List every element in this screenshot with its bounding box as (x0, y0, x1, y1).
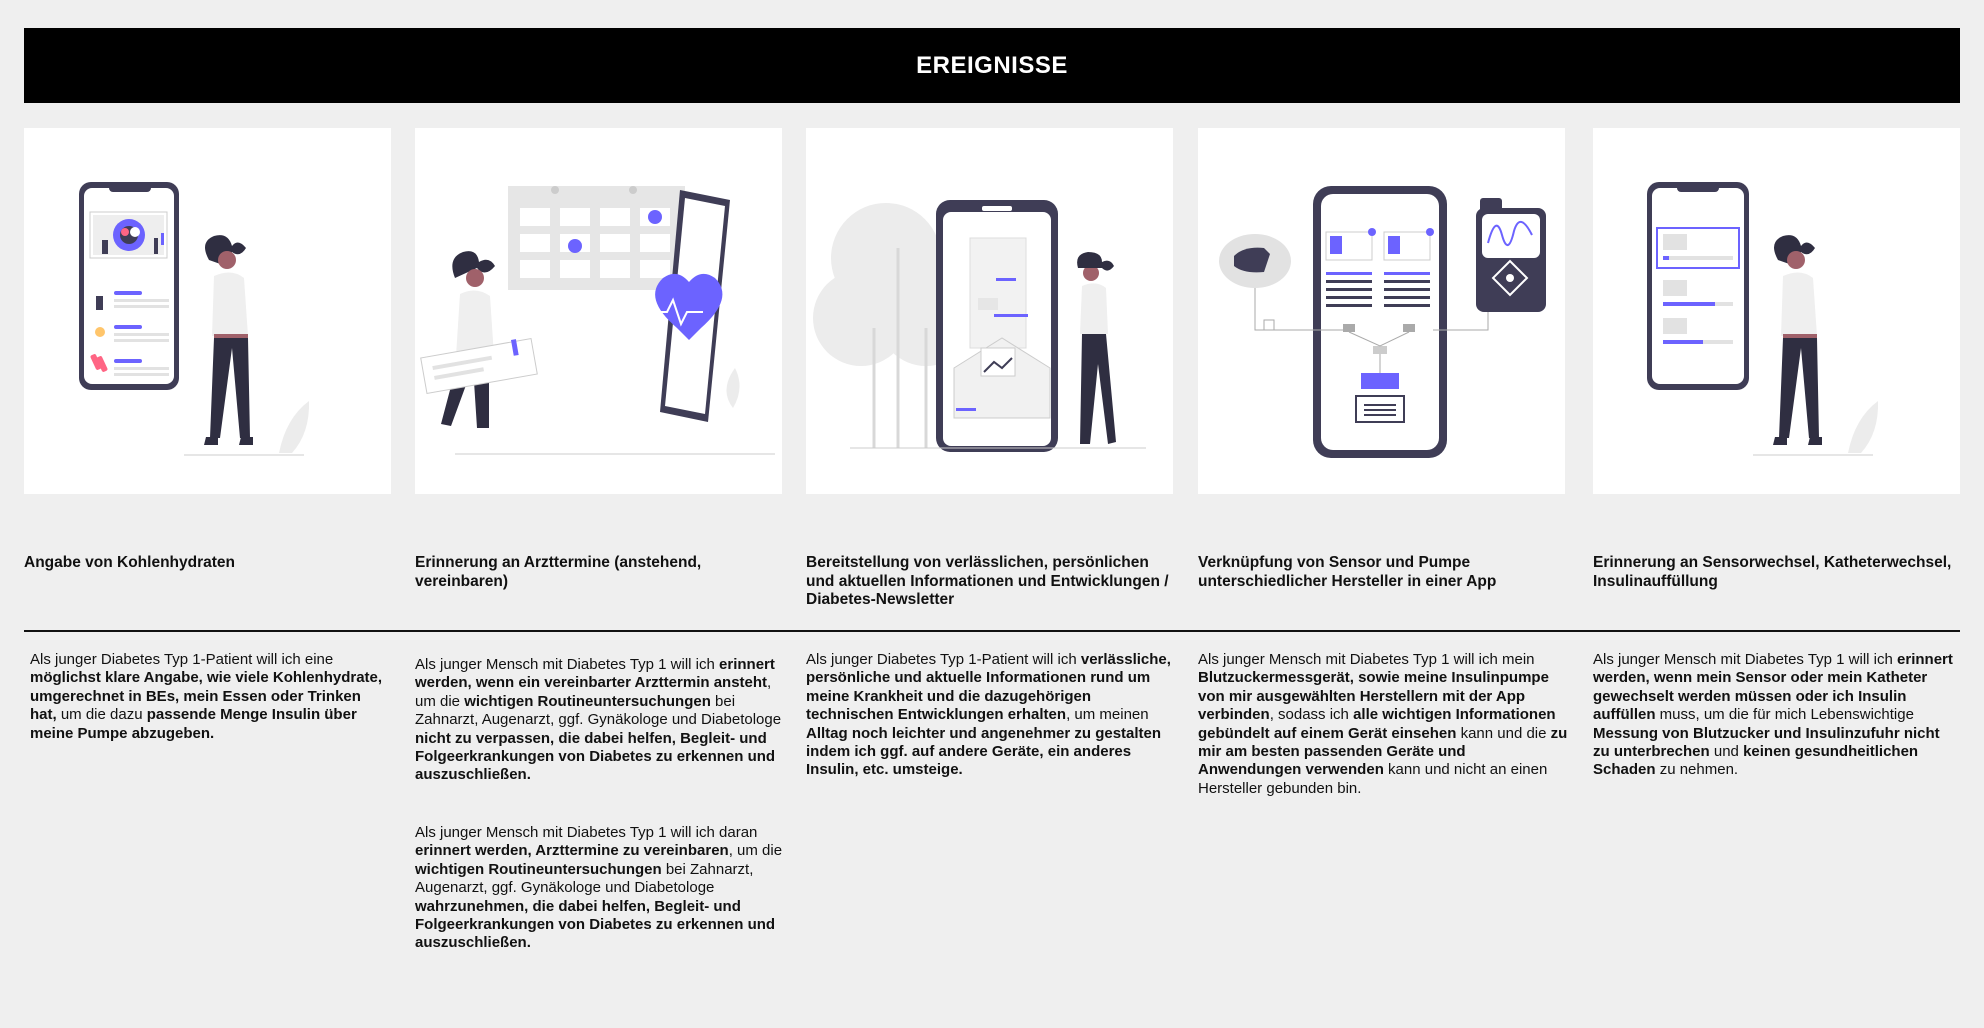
text-segment: Als junger Mensch mit Diabetes Typ 1 will ich (1593, 651, 1898, 668)
column-title-3: Bereitstellung von verlässlichen, persönlichen und aktuellen Informationen und Entwicklungen / Diabetes-Newsletter (806, 554, 1169, 608)
text-segment: um die dazu (56, 706, 147, 724)
header-bar (24, 28, 1960, 103)
bold-text-segment: wichtigen Routineuntersuchungen (415, 860, 662, 878)
section-divider (24, 630, 1960, 632)
column-description-4 (1198, 651, 1568, 798)
text-segment: bei Zahnarzt, Augenarzt, ggf. Gynäkologe und Diabetologe (415, 692, 782, 729)
illustration-card-2 (415, 128, 782, 494)
bold-text-segment: wichtigen Routineuntersuchungen (464, 692, 711, 710)
bold-text-segment: erinnert werden, wenn ein vereinbarter Arzttermin ansteht (415, 656, 775, 692)
text-segment: Als junger Mensch mit Diabetes Typ 1 will ich daran (415, 824, 758, 841)
column-title-5: Erinnerung an Sensorwechsel, Katheterwechsel, Insulinauffüllung (1593, 554, 1952, 590)
bold-text-segment: erinnert werden, Arzttermine zu vereinbaren (415, 842, 729, 860)
column-description-5 (1593, 651, 1960, 780)
sensor-phone-pump-connection-illustration (1198, 128, 1565, 494)
column-title-2: Erinnerung an Arzttermine (anstehend, vereinbaren) (415, 554, 702, 590)
text-segment: und (1709, 743, 1744, 761)
text-segment: kann und die (1456, 724, 1551, 742)
page-title: EREIGNISSE (916, 51, 1068, 79)
bold-text-segment: keinen gesundheitlichen Schaden (1593, 743, 1919, 779)
text-segment: zu nehmen. (1655, 761, 1739, 779)
column-title-4: Verknüpfung von Sensor und Pumpe unterschiedlicher Hersteller in einer App (1198, 554, 1497, 590)
woman-newsletter-phone-illustration (806, 128, 1173, 494)
bold-text-segment: alle wichtigen Informationen gebündelt auf einem Gerät einsehen (1198, 706, 1556, 742)
column-description-2a (415, 656, 783, 785)
illustration-card-4 (1198, 128, 1565, 494)
text-segment: Als junger Mensch mit Diabetes Typ 1 will ich (415, 656, 720, 673)
text-segment: bei Zahnarzt, Augenarzt, ggf. Gynäkologe und Diabetologe (415, 860, 754, 897)
bold-text-segment: möglichst klare Angabe, wie viele Kohlenhydrate, umgerechnet in BEs, mein Essen oder Trinken hat, (30, 669, 383, 724)
bold-text-segment: Blutzuckermessgerät, sowie meine Insulinpumpe von mir ausgewählten Herstellern mit der App verbinden (1198, 669, 1549, 724)
illustration-card-1 (24, 128, 391, 494)
column-title-1: Angabe von Kohlenhydraten (24, 554, 235, 571)
text-segment: , um die (415, 674, 772, 710)
woman-with-phone-meal-illustration (24, 128, 391, 494)
illustration-card-3 (806, 128, 1173, 494)
text-segment: , um meinen (1066, 706, 1149, 724)
bold-text-segment: Alltag noch leichter und angenehmer zu gestalten indem ich ggf. auf andere Geräte, ein anderes Insulin, etc. umsteige. (806, 724, 1162, 779)
column-description-1 (30, 651, 390, 743)
bold-text-segment: passende Menge Insulin über meine Pumpe abzugeben. (30, 706, 357, 742)
text-segment: muss, um die für mich Lebenswichtige (1655, 706, 1914, 724)
text-segment: Als junger Mensch mit Diabetes Typ 1 will ich mein (1198, 651, 1535, 668)
bold-text-segment: zu mir am besten passenden Geräte und Anwendungen verwenden (1198, 724, 1568, 779)
text-segment: , sodass ich (1269, 706, 1354, 724)
bold-text-segment: erinnert werden, wenn mein Sensor oder mein Katheter gewechselt werden müssen oder ich Insulin auffüllen (1593, 651, 1953, 724)
bold-text-segment: Messung von Blutzucker und Insulinzufuhr nicht zu unterbrechen (1593, 724, 1940, 761)
woman-calendar-heart-phone-illustration (415, 128, 782, 494)
bold-text-segment: nicht zu verpassen, die dabei helfen, Begleit- und Folgeerkrankungen von Diabetes zu erkennen und auszuschließen. (415, 729, 776, 784)
text-segment: Als junger Diabetes Typ 1-Patient will ich (806, 651, 1081, 668)
text-segment: kann und nicht an einen Hersteller gebunden bin. (1198, 761, 1548, 797)
text-segment: Als junger Diabetes Typ 1-Patient will ich eine (30, 651, 334, 668)
column-description-2b (415, 824, 783, 953)
text-segment: , um die (728, 842, 783, 860)
bold-text-segment: wahrzunehmen, die dabei helfen, Begleit- und Folgeerkrankungen von Diabetes zu erkennen und auszuschließen. (415, 897, 776, 952)
illustration-card-5 (1593, 128, 1960, 494)
bold-text-segment: verlässliche, persönliche und aktuelle Informationen rund um meine Krankheit und die dazugehörigen technischen Entwicklungen erhalten (806, 651, 1171, 724)
column-description-3 (806, 651, 1176, 780)
woman-with-phone-progress-illustration (1593, 128, 1960, 494)
